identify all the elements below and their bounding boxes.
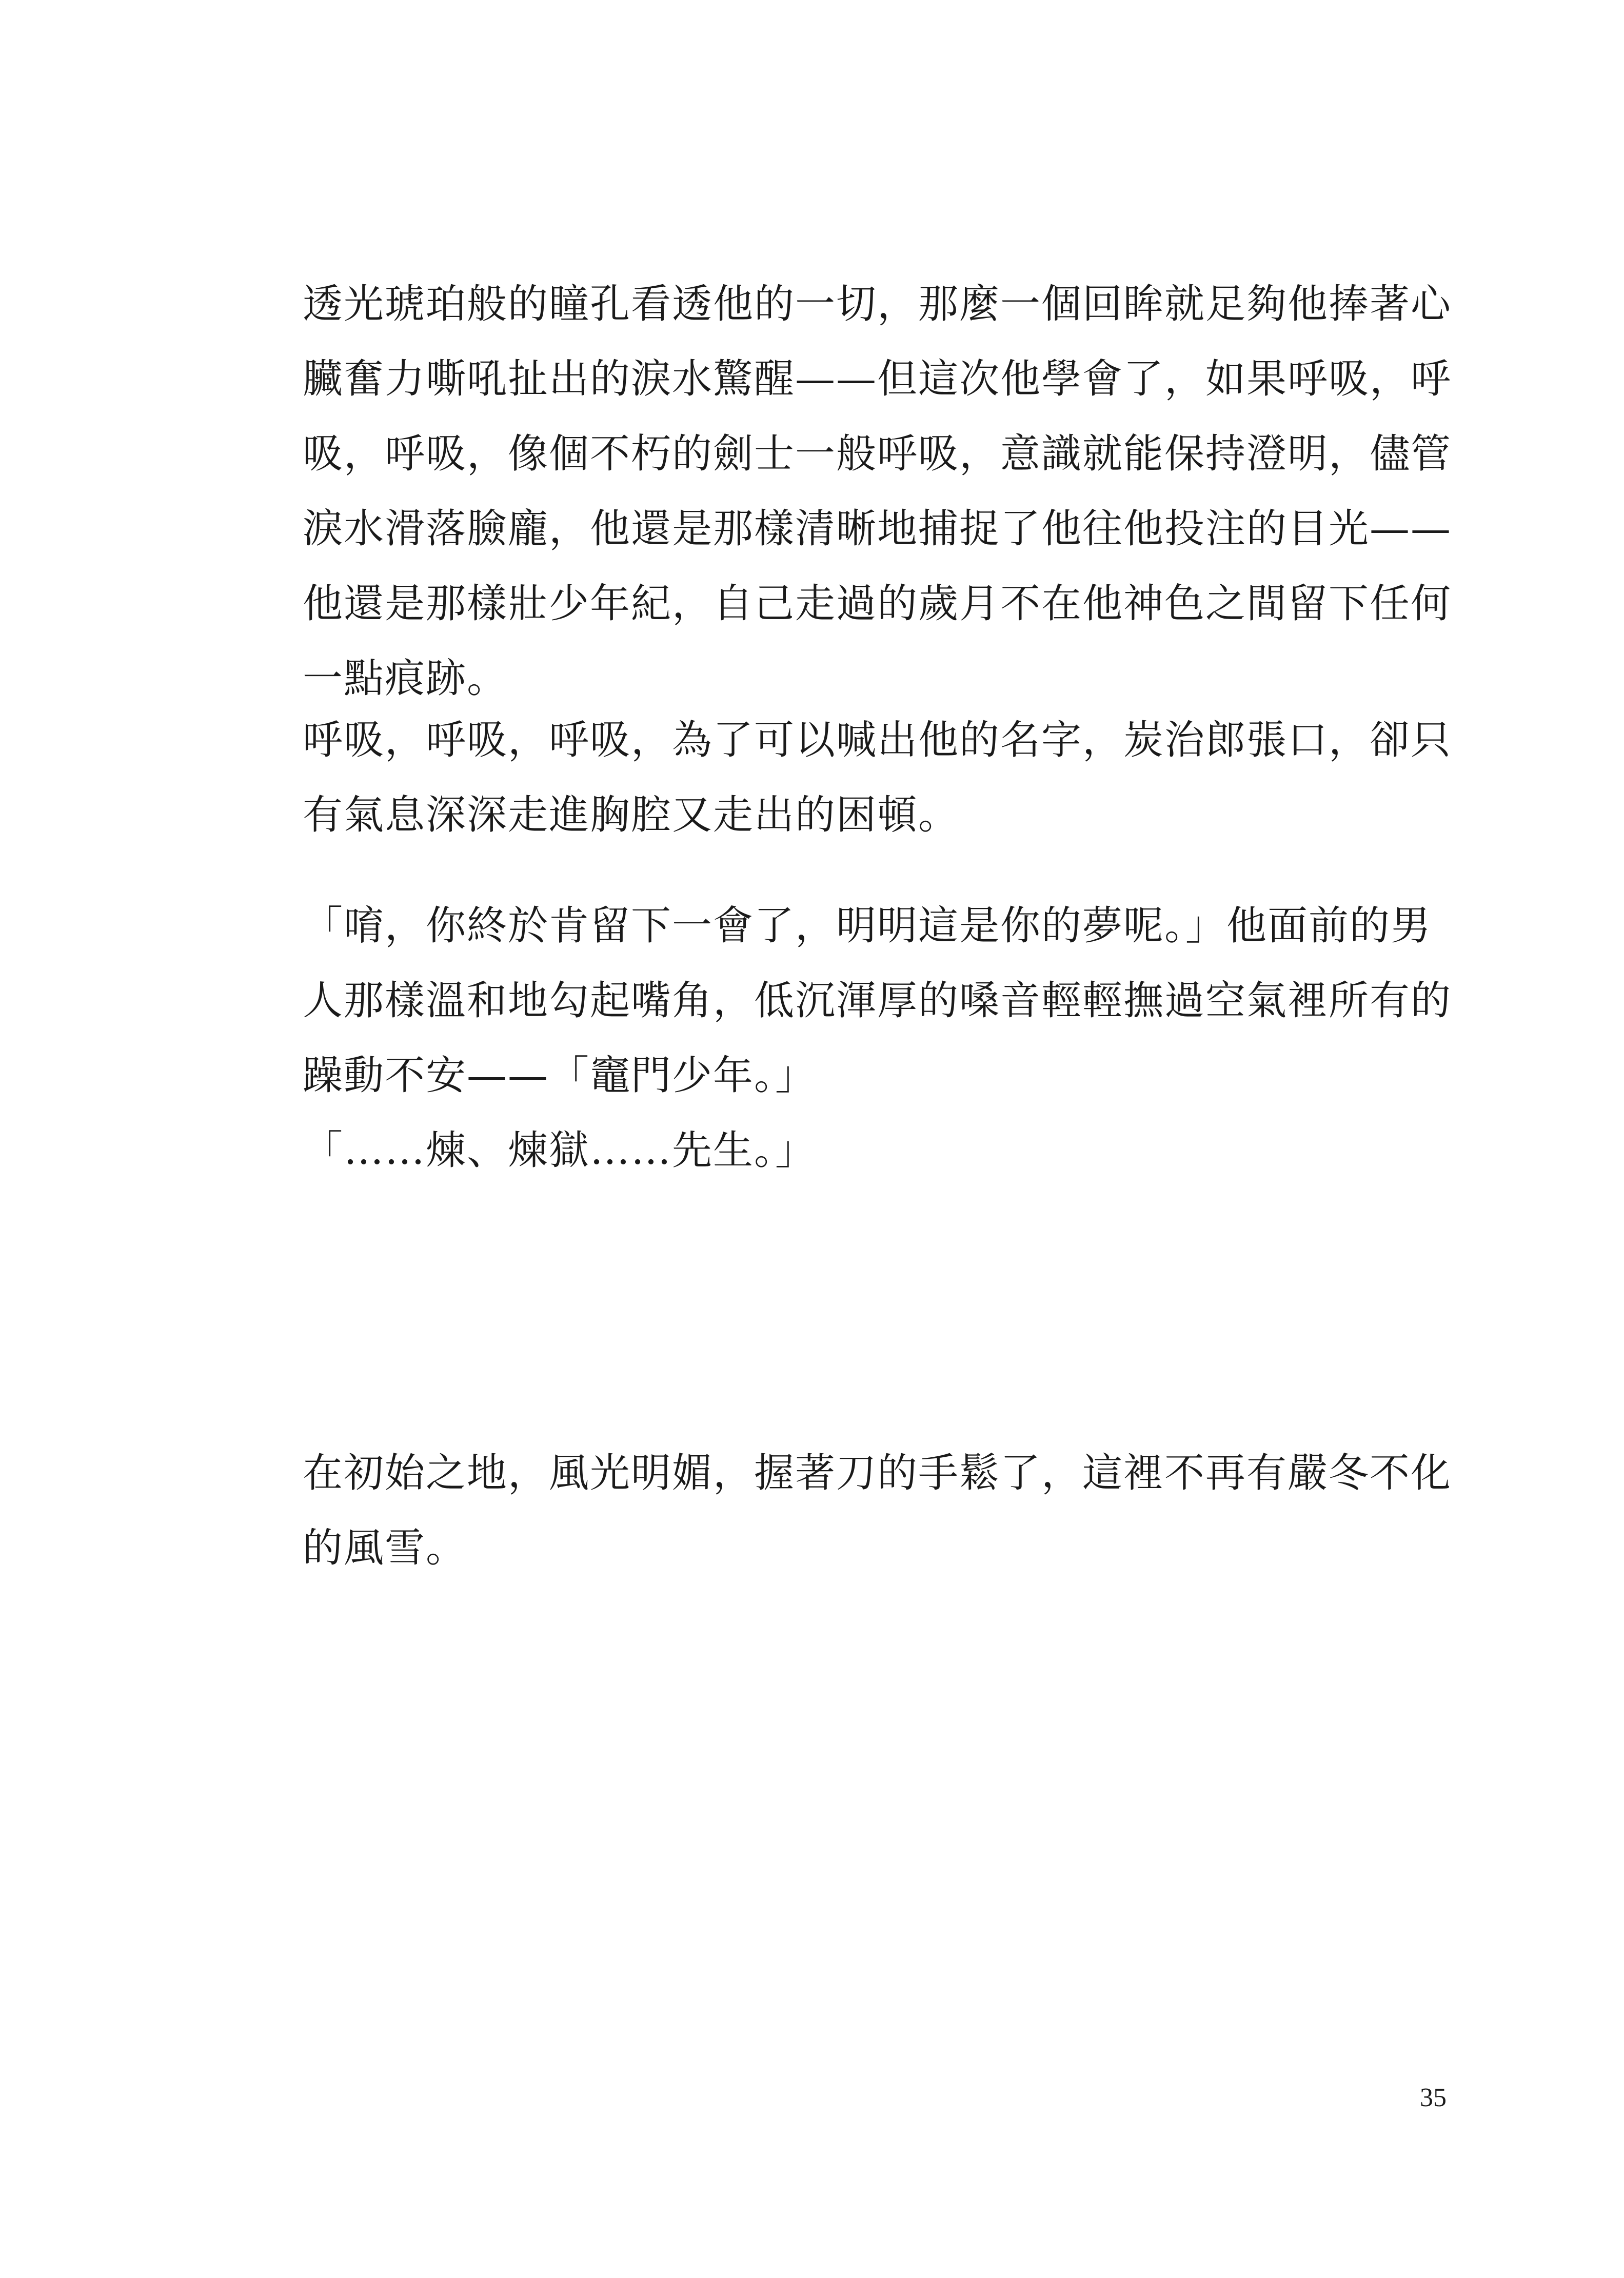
paragraph-1-line-1: 透光琥珀般的瞳孔看透他的一切，那麼一個回眸就足夠他捧著心 xyxy=(303,281,1452,327)
paragraph-3-line-3: 躁動不安——「竈門少年。」 xyxy=(303,1053,817,1099)
paragraph-3-line-4: 「……煉、煉獄……先生。」 xyxy=(303,1127,817,1174)
page-number: 35 xyxy=(1420,2083,1447,2112)
paragraph-2-line-1: 呼吸，呼吸，呼吸，為了可以喊出他的名字，炭治郎張口，卻只 xyxy=(303,717,1452,763)
paragraph-1-line-5: 他還是那樣壯少年紀，自己走過的歲月不在他神色之間留下任何 xyxy=(303,581,1452,627)
paragraph-3-line-1: 「唷，你終於肯留下一會了，明明這是你的夢呢。」他面前的男 xyxy=(303,903,1432,949)
paragraph-1-line-3: 吸，呼吸，像個不朽的劍士一般呼吸，意識就能保持澄明，儘管 xyxy=(303,431,1452,477)
paragraph-1 xyxy=(303,267,1459,716)
paragraph-4-line-1: 在初始之地，風光明媚，握著刀的手鬆了，這裡不再有嚴冬不化 xyxy=(303,1450,1452,1496)
paragraph-4-line-2: 的風雪。 xyxy=(303,1525,467,1571)
paragraph-2 xyxy=(303,703,1459,853)
paragraph-1-line-6: 一點痕跡。 xyxy=(303,656,508,702)
paragraph-3-line-2: 人那樣溫和地勾起嘴角，低沉渾厚的嗓音輕輕撫過空氣裡所有的 xyxy=(303,978,1452,1024)
paragraph-4 xyxy=(303,1436,1459,1586)
paragraph-3 xyxy=(303,888,1459,1188)
paragraph-1-line-4: 淚水滑落臉龐，他還是那樣清晰地捕捉了他往他投注的目光—— xyxy=(303,506,1452,552)
paragraph-1-line-2: 臟奮力嘶吼扯出的淚水驚醒——但這次他學會了，如果呼吸，呼 xyxy=(303,356,1452,402)
paragraph-2-line-2: 有氣息深深走進胸腔又走出的困頓。 xyxy=(303,792,960,838)
